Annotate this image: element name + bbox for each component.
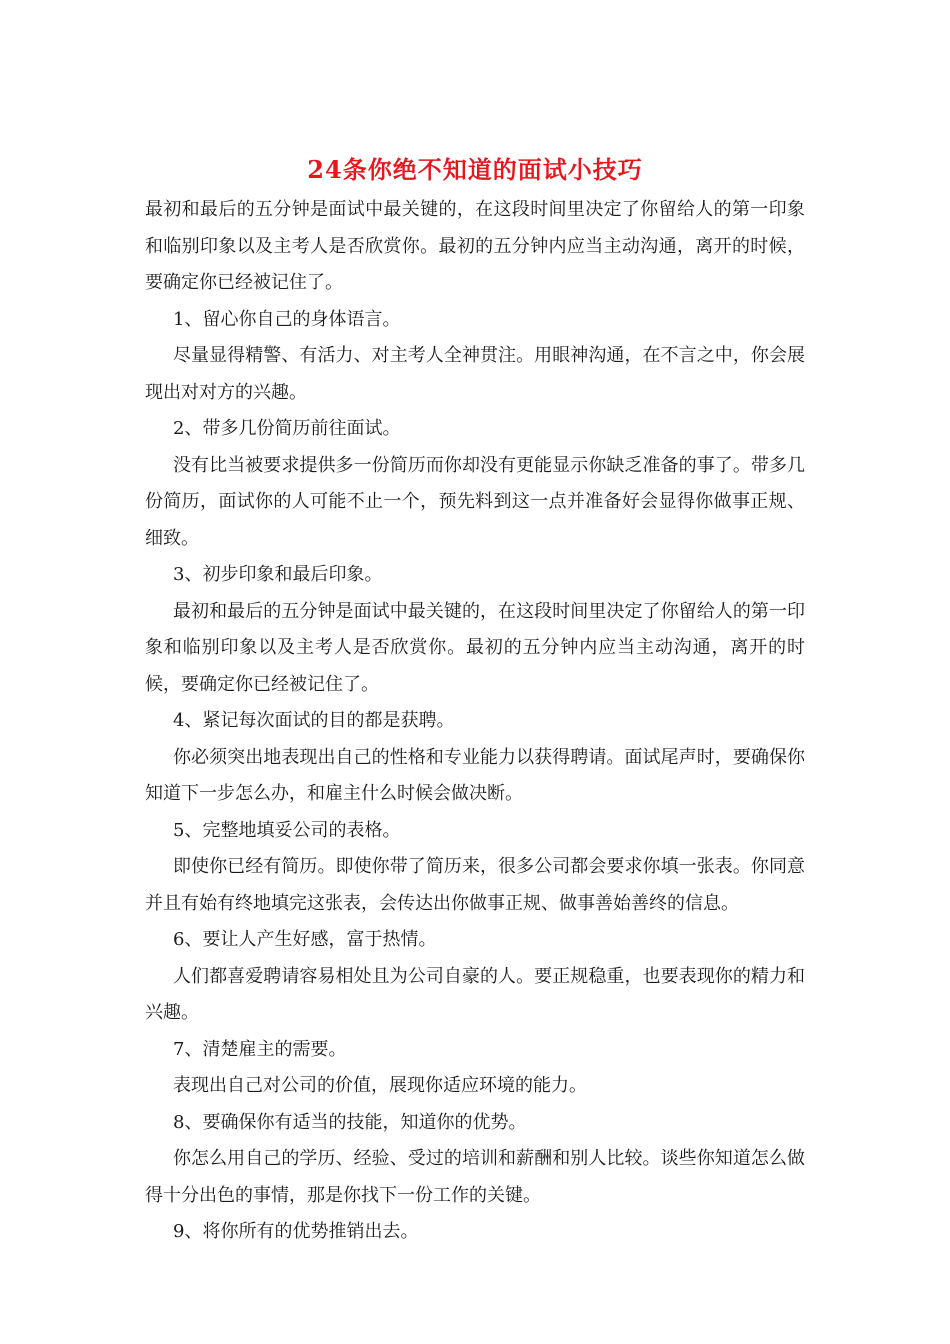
section-heading: 3、初步印象和最后印象。 bbox=[173, 564, 383, 585]
section-heading: 5、完整地填妥公司的表格。 bbox=[173, 819, 401, 841]
section-heading: 6、要让人产生好感，富于热情。 bbox=[173, 929, 437, 950]
section-heading: 7、清楚雇主的需要。 bbox=[173, 1038, 347, 1060]
paragraph: 人们都喜爱聘请容易相处且为公司自豪的人。要正规稳重，也要表现你的精力和兴趣。 bbox=[145, 965, 805, 1023]
section-heading: 1、留心你自己的身体语言。 bbox=[173, 308, 401, 330]
paragraph: 即使你已经有简历。即使你带了简历来，很多公司都会要求你填一张表。你同意并且有始有终地填完这张表，会传达出你做事正规、做事善始善终的信息。 bbox=[145, 856, 805, 914]
paragraph: 你怎么用自己的学历、经验、受过的培训和薪酬和别人比较。谈些你知道怎么做得十分出色的事情，那是你找下一份工作的关键。 bbox=[145, 1148, 805, 1206]
section-heading: 9、将你所有的优势推销出去。 bbox=[173, 1221, 419, 1242]
paragraph: 尽量显得精警、有活力、对主考人全神贯注。用眼神沟通，在不言之中，你会展现出对对方的兴趣。 bbox=[145, 345, 805, 403]
document-body bbox=[145, 192, 805, 1251]
paragraph: 没有比当被要求提供多一份简历而你却没有更能显示你缺乏准备的事了。带多几份简历，面试你的人可能不止一个，预先料到这一点并准备好会显得你做事正规、细致。 bbox=[145, 454, 805, 549]
paragraph: 最初和最后的五分钟是面试中最关键的，在这段时间里决定了你留给人的第一印象和临别印象以及主考人是否欣赏你。最初的五分钟内应当主动沟通，离开的时候，要确定你已经被记住了。 bbox=[145, 600, 805, 695]
document-title: 24条你绝不知道的面试小技巧 bbox=[307, 155, 643, 184]
section-heading: 4、紧记每次面试的目的都是获聘。 bbox=[173, 710, 455, 731]
paragraph: 你必须突出地表现出自己的性格和专业能力以获得聘请。面试尾声时，要确保你知道下一步怎么办，和雇主什么时候会做决断。 bbox=[145, 746, 805, 804]
paragraph: 最初和最后的五分钟是面试中最关键的，在这段时间里决定了你留给人的第一印象和临别印象以及主考人是否欣赏你。最初的五分钟内应当主动沟通，离开的时候，要确定你已经被记住了。 bbox=[145, 199, 805, 293]
section-heading: 8、要确保你有适当的技能，知道你的优势。 bbox=[173, 1111, 527, 1133]
section-heading: 2、带多几份简历前往面试。 bbox=[173, 418, 401, 439]
paragraph: 表现出自己对公司的价值，展现你适应环境的能力。 bbox=[173, 1075, 587, 1096]
